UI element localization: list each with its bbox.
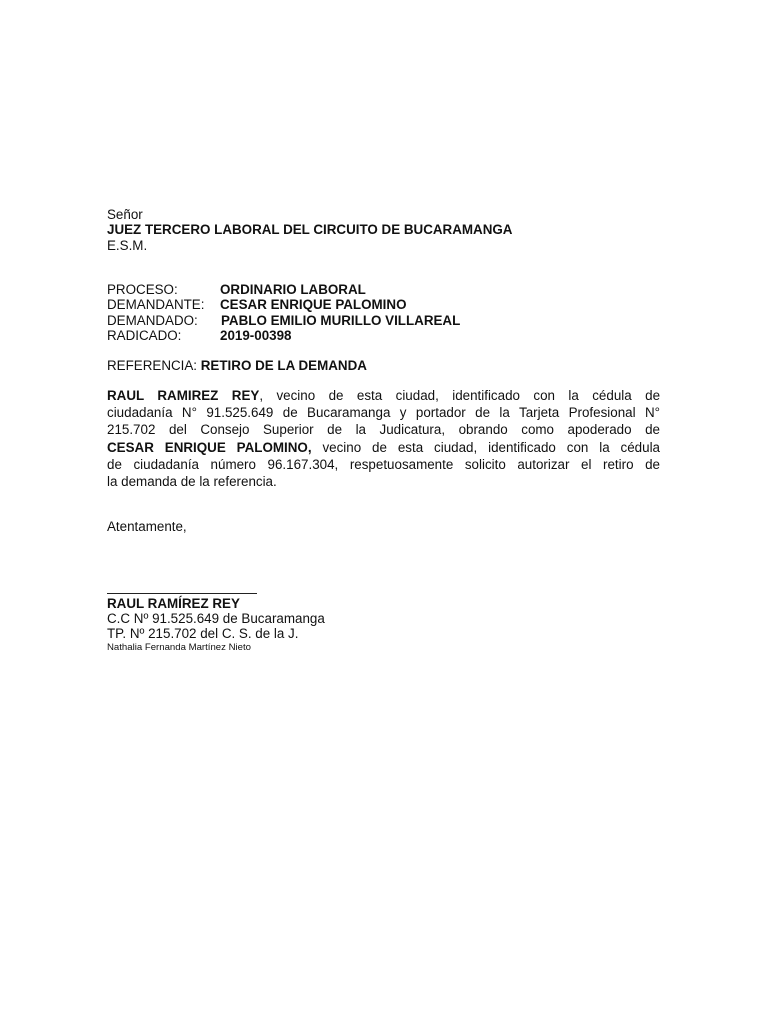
signature-line	[107, 593, 257, 594]
case-field-label: PROCESO:	[107, 282, 178, 297]
salutation: Señor	[107, 207, 143, 222]
body-line: CESAR ENRIQUE PALOMINO, vecino de esta ciudad, identificado con la cédula	[107, 439, 660, 455]
body-line: 215.702 del Consejo Superior de la Judicatura, obrando como apoderado de	[107, 422, 660, 438]
reference-value: RETIRO DE LA DEMANDA	[200, 358, 367, 373]
addressee: JUEZ TERCERO LABORAL DEL CIRCUITO DE BUCARAMANGA	[107, 222, 513, 237]
lawyer-name: RAUL RAMIREZ REY	[107, 388, 260, 403]
body-line: de ciudadanía número 96.167.304, respetuosamente solicito autorizar el retiro de	[107, 456, 660, 472]
esm-line: E.S.M.	[107, 238, 148, 253]
body-line: RAUL RAMIREZ REY, vecino de esta ciudad, identificado con la cédula de	[107, 388, 661, 403]
case-field-label: DEMANDADO:	[107, 313, 198, 328]
signature-cc: C.C Nº 91.525.649 de Bucaramanga	[107, 611, 325, 626]
case-field-value: ORDINARIO LABORAL	[220, 282, 366, 297]
reference-line	[107, 358, 367, 374]
body-line: ciudadanía N° 91.525.649 de Bucaramanga y portador de la Tarjeta Profesional N°	[107, 405, 660, 421]
signature-name: RAUL RAMÍREZ REY	[107, 596, 240, 611]
reference-label: REFERENCIA:	[107, 358, 198, 373]
case-field-value: PABLO EMILIO MURILLO VILLAREAL	[221, 313, 461, 328]
case-field-label: DEMANDANTE:	[107, 297, 205, 312]
client-name: CESAR ENRIQUE PALOMINO,	[107, 439, 312, 455]
case-field-value: CESAR ENRIQUE PALOMINO	[220, 297, 407, 312]
body-line: la demanda de la referencia.	[107, 473, 277, 489]
signature-author: Nathalia Fernanda Martínez Nieto	[107, 642, 251, 653]
signature-tp: TP. Nº 215.702 del C. S. de la J.	[107, 626, 299, 641]
case-field-label: RADICADO:	[107, 328, 182, 343]
closing: Atentamente,	[107, 519, 187, 534]
case-field-value: 2019-00398	[220, 328, 292, 343]
body-paragraph	[107, 387, 660, 490]
